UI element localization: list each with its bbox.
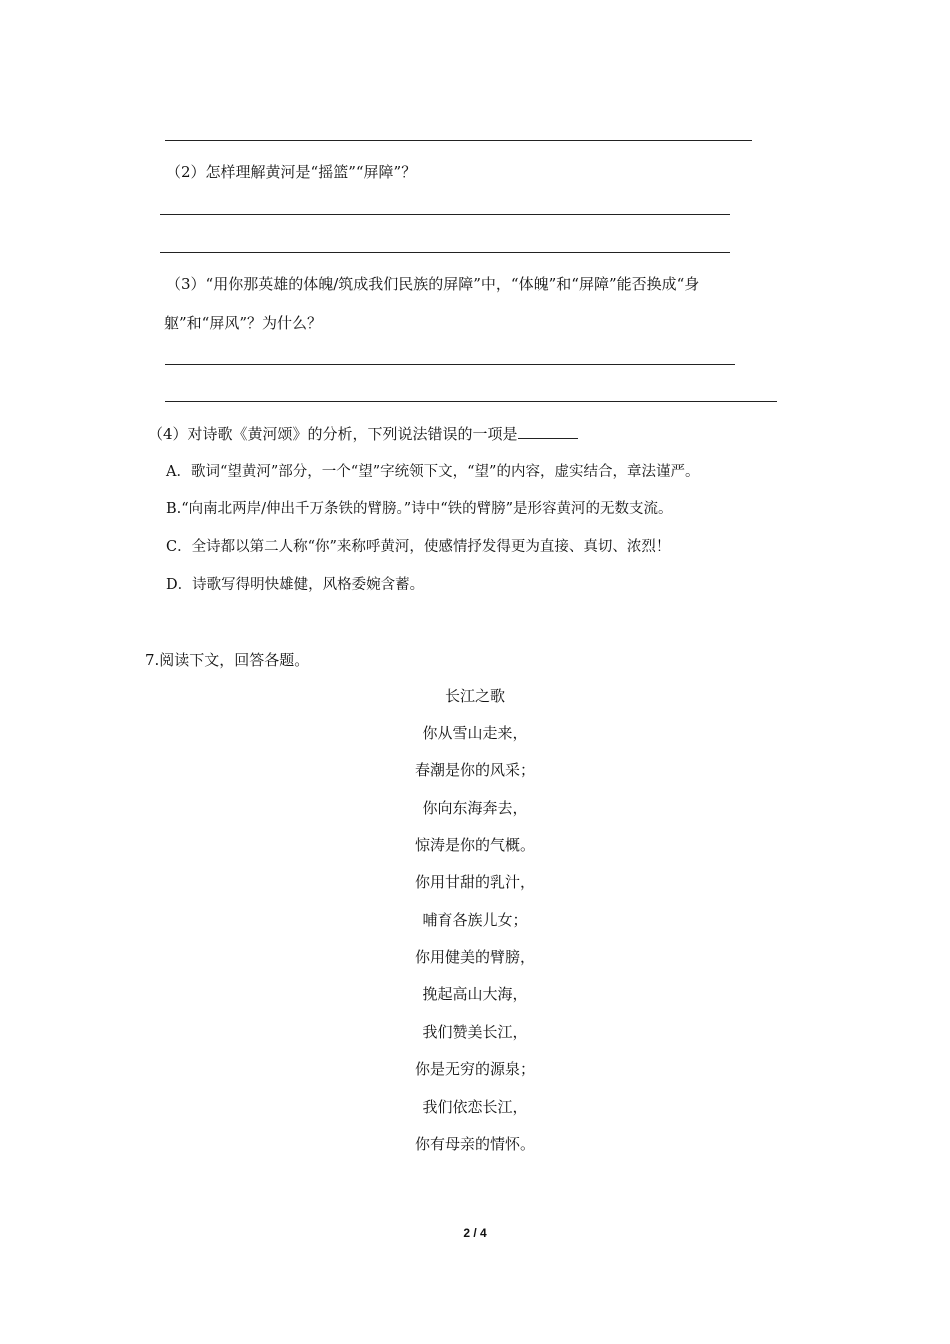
answer-line — [160, 252, 730, 253]
answer-line — [165, 140, 752, 141]
question-2-text: （2）怎样理解黄河是“摇篮”“屏障”？ — [166, 163, 417, 181]
question-3-text-line1: （3）“用你那英雄的体魄/筑成我们民族的屏障”中，“体魄”和“屏障”能否换成“身 — [166, 275, 700, 293]
option-d: D．诗歌写得明快雄健，风格委婉含蓄。 — [166, 577, 425, 593]
poem-line: 你用健美的臂膀， — [414, 948, 535, 966]
option-a: A．歌词“望黄河”部分，一个“望”字统领下文，“望”的内容，虚实结合，章法谨严。 — [166, 464, 700, 480]
poem-title: 长江之歌 — [444, 687, 505, 705]
poem-line: 你是无穷的源泉； — [414, 1060, 535, 1078]
answer-line — [165, 401, 777, 402]
poem-line: 挽起高山大海， — [422, 985, 528, 1003]
answer-line — [160, 214, 730, 215]
poem-line: 惊涛是你的气概。 — [414, 836, 535, 854]
page-number: 2 / 4 — [463, 1226, 487, 1240]
poem-line: 你用甘甜的乳汁， — [414, 873, 535, 891]
poem-line: 你从雪山走来， — [422, 724, 528, 742]
poem-line: 我们依恋长江， — [422, 1098, 528, 1116]
option-b: B.“向南北两岸/伸出千万条铁的臂膀。”诗中“铁的臂膀”是形容黄河的无数支流。 — [166, 501, 673, 517]
poem-line: 春潮是你的风采； — [414, 761, 535, 779]
question-3-text-line2: 躯”和“屏风”？为什么？ — [164, 314, 323, 332]
answer-blank[interactable] — [518, 424, 578, 439]
poem-line: 你向东海奔去， — [422, 799, 528, 817]
answer-line — [165, 364, 735, 365]
poem-line: 我们赞美长江， — [422, 1023, 528, 1041]
question-4-stem — [148, 423, 578, 444]
option-c: C．全诗都以第二人称“你”来称呼黄河，使感情抒发得更为直接、真切、浓烈！ — [166, 539, 671, 555]
poem-line: 你有母亲的情怀。 — [414, 1135, 535, 1153]
question-4-stem-text: （4）对诗歌《黄河颂》的分析，下列说法错误的一项是 — [148, 425, 518, 443]
poem-line: 哺育各族儿女； — [422, 911, 528, 929]
question-7-prompt: 7.阅读下文，回答各题。 — [145, 651, 310, 669]
